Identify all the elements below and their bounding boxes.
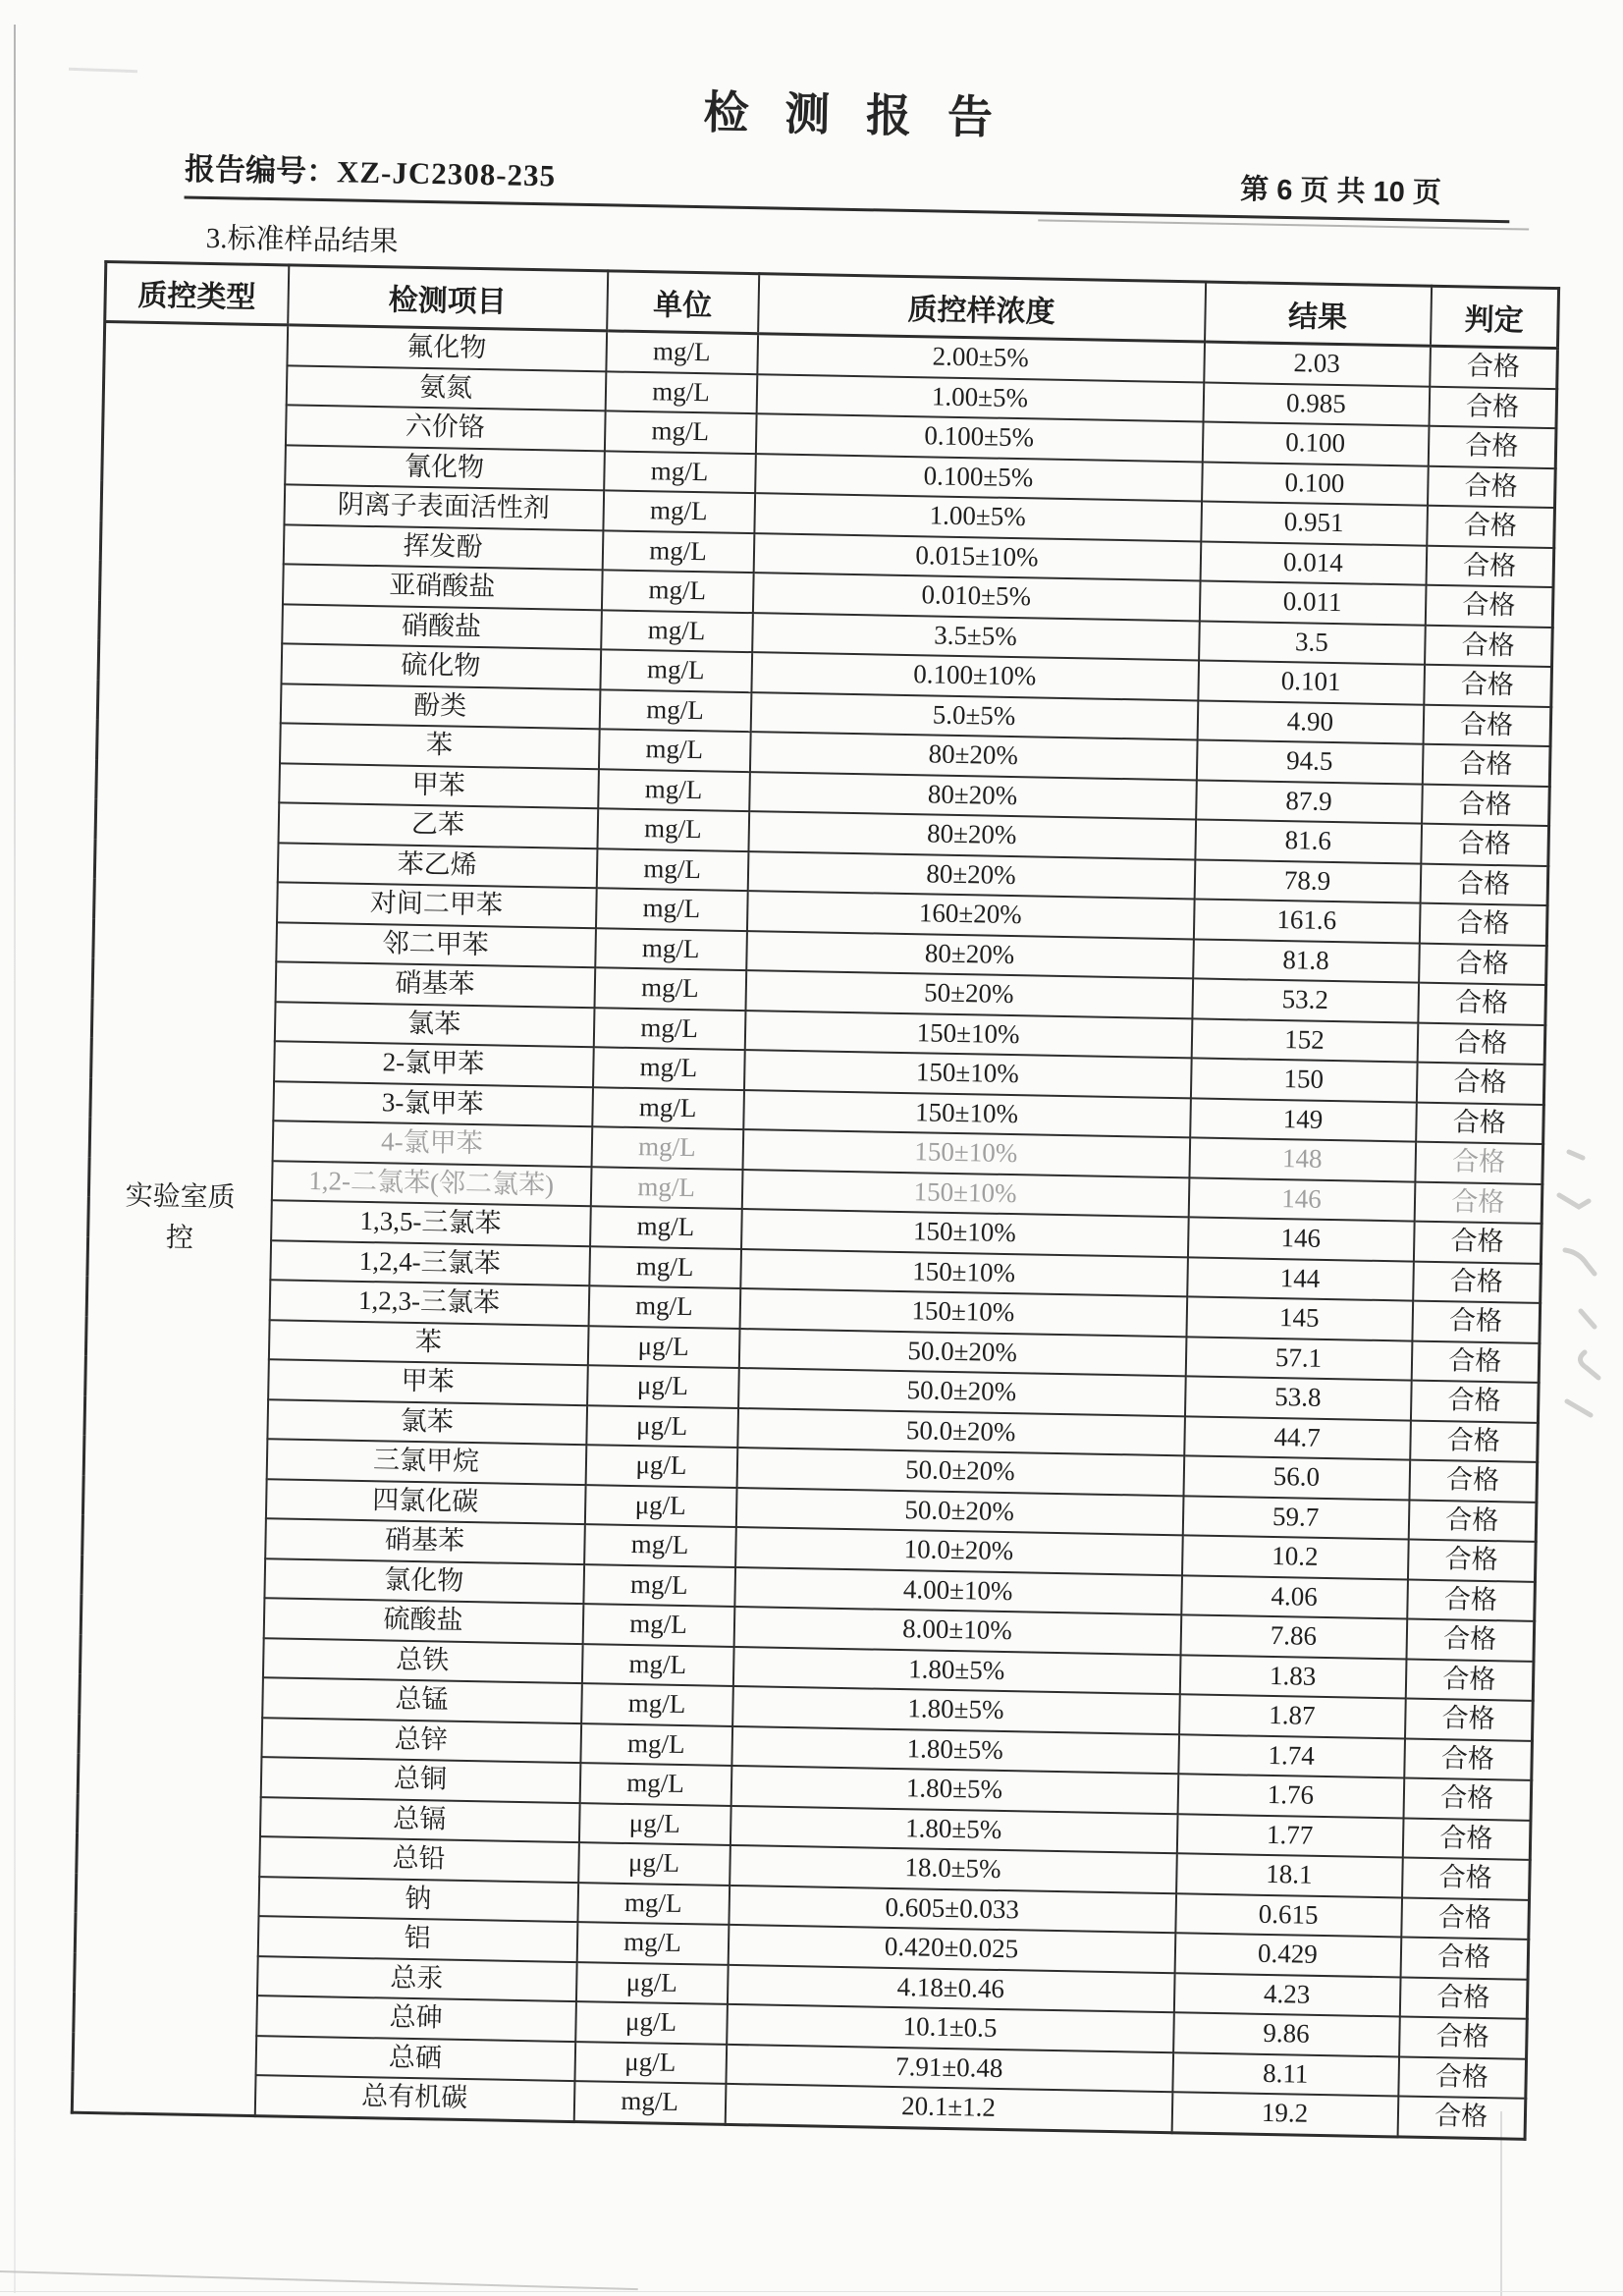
concentration-cell: 80±20%: [749, 772, 1197, 820]
unit-cell: μg/L: [584, 1485, 736, 1527]
item-cell: 六价铬: [285, 405, 605, 450]
concentration-cell: 4.18±0.46: [727, 1964, 1174, 2012]
unit-cell: mg/L: [599, 689, 751, 732]
concentration-cell: 10.1±0.5: [727, 2004, 1174, 2052]
concentration-cell: 1.80±5%: [731, 1725, 1179, 1774]
unit-cell: mg/L: [603, 490, 755, 532]
document-sheet: [17, 65, 1561, 2140]
result-cell: 1.83: [1179, 1655, 1406, 1699]
judgement-cell: 合格: [1420, 863, 1548, 905]
result-cell: 150: [1190, 1058, 1417, 1102]
result-cell: 149: [1190, 1098, 1417, 1142]
concentration-cell: 0.100±5%: [755, 454, 1203, 502]
concentration-cell: 1.80±5%: [730, 1805, 1177, 1853]
concentration-cell: 4.00±10%: [734, 1566, 1182, 1614]
judgement-cell: 合格: [1416, 1063, 1544, 1105]
concentration-cell: 7.91±0.48: [726, 2044, 1173, 2092]
judgement-cell: 合格: [1403, 1777, 1532, 1820]
result-cell: 19.2: [1171, 2092, 1398, 2136]
concentration-cell: 80±20%: [747, 851, 1195, 900]
concentration-cell: 150±10%: [743, 1090, 1191, 1138]
unit-cell: mg/L: [590, 1167, 742, 1209]
report-number-label: 报告编号：: [184, 151, 338, 190]
unit-cell: mg/L: [606, 331, 758, 374]
concentration-cell: 150±10%: [744, 1011, 1192, 1059]
unit-cell: mg/L: [595, 888, 747, 930]
item-cell: 总铜: [260, 1757, 580, 1802]
result-cell: 4.90: [1197, 700, 1424, 744]
unit-cell: mg/L: [589, 1246, 741, 1288]
item-cell: 1,2,3-三氯苯: [269, 1280, 589, 1325]
judgement-cell: 合格: [1409, 1460, 1538, 1503]
concentration-cell: 50.0±20%: [738, 1329, 1186, 1377]
result-cell: 10.2: [1182, 1535, 1409, 1579]
item-cell: 挥发酚: [283, 524, 603, 570]
result-cell: 78.9: [1194, 859, 1421, 903]
result-cell: 94.5: [1196, 739, 1423, 784]
result-cell: 3.5: [1199, 621, 1426, 665]
result-cell: 7.86: [1180, 1614, 1407, 1659]
concentration-cell: 80±20%: [749, 732, 1197, 780]
unit-cell: mg/L: [573, 2081, 726, 2124]
concentration-cell: 1.80±5%: [730, 1766, 1178, 1814]
judgement-cell: 合格: [1419, 943, 1547, 985]
judgement-cell: 合格: [1424, 665, 1552, 707]
item-cell: 总有机碳: [254, 2075, 574, 2121]
item-cell: 阴离子表面活性剂: [284, 484, 604, 529]
concentration-cell: 2.00±5%: [757, 334, 1205, 382]
concentration-cell: 1.00±5%: [756, 374, 1204, 422]
unit-cell: mg/L: [604, 410, 756, 453]
item-cell: 总镉: [259, 1797, 579, 1842]
concentration-cell: 20.1±1.2: [725, 2084, 1172, 2132]
unit-cell: μg/L: [587, 1326, 739, 1368]
page-indicator: 第 6 页 共 10 页: [1239, 174, 1442, 209]
unit-cell: mg/L: [602, 530, 754, 573]
result-cell: 0.615: [1175, 1893, 1402, 1938]
unit-cell: mg/L: [601, 610, 753, 652]
judgement-cell: 合格: [1422, 744, 1550, 787]
result-cell: 0.101: [1198, 660, 1425, 704]
judgement-cell: 合格: [1425, 625, 1553, 667]
unit-cell: μg/L: [578, 1803, 730, 1845]
col-header-result: 结果: [1205, 282, 1432, 346]
concentration-cell: 1.00±5%: [754, 493, 1202, 541]
concentration-cell: 80±20%: [746, 931, 1194, 979]
judgement-cell: 合格: [1399, 2016, 1528, 2058]
result-cell: 81.8: [1193, 939, 1420, 983]
item-cell: 硫酸盐: [263, 1598, 583, 1643]
judgement-cell: 合格: [1402, 1818, 1531, 1860]
result-cell: 0.014: [1200, 541, 1427, 585]
judgement-cell: 合格: [1411, 1340, 1540, 1383]
judgement-cell: 合格: [1407, 1540, 1536, 1582]
concentration-cell: 18.0±5%: [730, 1845, 1177, 1893]
item-cell: 乙苯: [278, 802, 598, 847]
judgement-cell: 合格: [1414, 1181, 1542, 1224]
judgement-cell: 合格: [1401, 1897, 1530, 1940]
result-cell: 148: [1189, 1137, 1416, 1181]
report-number: [185, 143, 557, 194]
concentration-cell: 0.010±5%: [752, 573, 1200, 621]
unit-cell: mg/L: [601, 570, 753, 612]
col-header-judgement: 判定: [1430, 286, 1558, 348]
item-cell: 四氯化碳: [265, 1479, 585, 1524]
unit-cell: mg/L: [593, 1008, 745, 1050]
margin-pen-marks: [1551, 1144, 1620, 1429]
result-cell: 0.100: [1202, 422, 1429, 466]
unit-cell: mg/L: [583, 1564, 735, 1607]
unit-cell: mg/L: [605, 371, 757, 413]
concentration-cell: 50±20%: [745, 970, 1193, 1018]
unit-cell: mg/L: [598, 769, 750, 811]
paper-fold-line: [0, 2270, 638, 2290]
item-cell: 甲苯: [279, 763, 599, 808]
judgement-cell: 合格: [1425, 585, 1553, 628]
item-cell: 1,2,4-三氯苯: [270, 1240, 590, 1285]
item-cell: 硫化物: [281, 643, 601, 688]
judgement-cell: 合格: [1413, 1222, 1542, 1264]
concentration-cell: 150±10%: [739, 1288, 1187, 1337]
concentration-cell: 1.80±5%: [732, 1646, 1180, 1694]
concentration-cell: 50.0±20%: [736, 1448, 1184, 1496]
judgement-cell: 合格: [1399, 1977, 1528, 2019]
result-cell: 0.951: [1201, 501, 1428, 545]
item-cell: 邻二甲苯: [276, 922, 596, 967]
result-cell: 18.1: [1176, 1853, 1403, 1897]
item-cell: 总硒: [255, 2036, 575, 2081]
section-heading: 3.标准样品结果: [205, 222, 399, 258]
result-cell: 146: [1188, 1177, 1415, 1222]
judgement-cell: 合格: [1406, 1619, 1535, 1662]
judgement-cell: 合格: [1408, 1500, 1537, 1542]
unit-cell: mg/L: [600, 649, 752, 691]
judgement-cell: 合格: [1416, 1102, 1544, 1144]
item-cell: 氰化物: [285, 445, 605, 490]
item-cell: 总锰: [262, 1677, 582, 1722]
unit-cell: μg/L: [586, 1405, 738, 1448]
result-cell: 81.6: [1195, 819, 1422, 863]
item-cell: 氨氮: [286, 365, 606, 410]
item-cell: 氯化物: [264, 1558, 584, 1604]
result-cell: 53.8: [1184, 1376, 1411, 1420]
report-meta-row: [185, 143, 1511, 223]
item-cell: 对间二甲苯: [277, 882, 597, 927]
unit-cell: mg/L: [576, 1922, 729, 1964]
judgement-cell: 合格: [1428, 426, 1556, 468]
concentration-cell: 50.0±20%: [737, 1407, 1185, 1455]
unit-cell: μg/L: [578, 1842, 730, 1885]
unit-cell: μg/L: [585, 1445, 737, 1487]
item-cell: 氟化物: [287, 325, 607, 371]
judgement-cell: 合格: [1423, 704, 1551, 746]
unit-cell: mg/L: [590, 1206, 742, 1248]
concentration-cell: 8.00±10%: [733, 1607, 1181, 1655]
judgement-cell: 合格: [1410, 1381, 1539, 1423]
concentration-cell: 3.5±5%: [752, 613, 1200, 661]
result-cell: 0.100: [1202, 462, 1429, 506]
result-cell: 146: [1187, 1217, 1414, 1261]
report-number-value: XZ-JC2308-235: [336, 154, 557, 193]
item-cell: 苯乙烯: [277, 843, 597, 888]
unit-cell: μg/L: [574, 2042, 727, 2084]
concentration-cell: 0.605±0.033: [729, 1885, 1176, 1933]
item-cell: 亚硝酸盐: [282, 564, 602, 609]
item-cell: 苯: [280, 723, 600, 768]
unit-cell: mg/L: [591, 1126, 743, 1169]
unit-cell: mg/L: [581, 1644, 733, 1686]
qc-results-table: [71, 260, 1560, 2140]
judgement-cell: 合格: [1421, 824, 1549, 866]
judgement-cell: 合格: [1402, 1857, 1531, 1899]
judgement-cell: 合格: [1405, 1659, 1534, 1701]
unit-cell: mg/L: [595, 928, 747, 970]
item-cell: 铝: [257, 1916, 577, 1961]
unit-cell: μg/L: [575, 1962, 728, 2004]
concentration-cell: 1.80±5%: [732, 1686, 1180, 1734]
unit-cell: mg/L: [580, 1723, 732, 1766]
judgement-cell: 合格: [1428, 465, 1556, 508]
judgement-cell: 合格: [1400, 1937, 1529, 1979]
unit-cell: mg/L: [594, 967, 746, 1010]
judgement-cell: 合格: [1412, 1301, 1541, 1343]
item-cell: 总铅: [259, 1836, 579, 1882]
result-cell: 87.9: [1196, 780, 1423, 824]
item-cell: 总汞: [257, 1956, 577, 2001]
result-cell: 9.86: [1173, 2012, 1400, 2056]
unit-cell: μg/L: [587, 1365, 739, 1407]
result-cell: 0.429: [1174, 1933, 1401, 1977]
item-cell: 氯苯: [267, 1399, 587, 1445]
result-cell: 144: [1187, 1257, 1414, 1301]
judgement-cell: 合格: [1426, 545, 1554, 587]
unit-cell: mg/L: [592, 1087, 744, 1129]
concentration-cell: 50.0±20%: [738, 1368, 1186, 1416]
unit-cell: mg/L: [588, 1285, 740, 1328]
result-cell: 44.7: [1184, 1416, 1411, 1460]
judgement-cell: 合格: [1398, 2056, 1527, 2099]
judgement-cell: 合格: [1397, 2096, 1526, 2138]
result-cell: 59.7: [1182, 1496, 1409, 1540]
result-cell: 57.1: [1185, 1337, 1412, 1381]
paper-edge-left: [14, 25, 16, 2293]
result-cell: 145: [1186, 1296, 1413, 1340]
result-cell: 56.0: [1183, 1455, 1410, 1500]
item-cell: 甲苯: [268, 1359, 588, 1404]
result-cell: 1.74: [1178, 1734, 1405, 1778]
item-cell: 4-氯甲苯: [272, 1121, 592, 1166]
item-cell: 1,3,5-三氯苯: [271, 1200, 591, 1245]
unit-cell: mg/L: [577, 1883, 730, 1925]
item-cell: 总铁: [262, 1638, 582, 1683]
unit-cell: mg/L: [584, 1524, 736, 1566]
unit-cell: mg/L: [597, 808, 749, 850]
judgement-cell: 合格: [1429, 386, 1557, 428]
judgement-cell: 合格: [1422, 784, 1550, 826]
unit-cell: mg/L: [593, 1047, 745, 1089]
judgement-cell: 合格: [1427, 506, 1555, 548]
concentration-cell: 150±10%: [740, 1249, 1188, 1297]
item-cell: 钠: [258, 1877, 578, 1922]
judgement-cell: 合格: [1413, 1261, 1542, 1303]
concentration-cell: 0.100±10%: [751, 652, 1199, 700]
result-cell: 4.23: [1173, 1973, 1400, 2017]
result-cell: 161.6: [1193, 899, 1420, 943]
item-cell: 总锌: [261, 1718, 581, 1763]
item-cell: 1,2-二氯苯(邻二氯苯): [271, 1161, 591, 1206]
result-cell: 4.06: [1181, 1575, 1408, 1619]
result-cell: 8.11: [1172, 2052, 1399, 2097]
result-cell: 152: [1191, 1018, 1418, 1063]
judgement-cell: 合格: [1430, 346, 1558, 388]
item-cell: 三氯甲烷: [266, 1439, 586, 1484]
qc-table-body: [72, 321, 1557, 2138]
result-cell: 1.77: [1176, 1814, 1403, 1858]
item-cell: 硝酸盐: [282, 604, 602, 649]
concentration-cell: 160±20%: [746, 891, 1194, 939]
concentration-cell: 5.0±5%: [750, 692, 1198, 740]
concentration-cell: 80±20%: [748, 811, 1196, 859]
report-title: 检 测 报 告: [703, 86, 1005, 143]
judgement-cell: 合格: [1418, 983, 1546, 1025]
concentration-cell: 150±10%: [743, 1050, 1191, 1098]
concentration-cell: 150±10%: [742, 1129, 1190, 1177]
unit-cell: mg/L: [582, 1604, 734, 1646]
unit-cell: μg/L: [575, 2001, 728, 2044]
concentration-cell: 0.015±10%: [753, 533, 1201, 581]
judgement-cell: 合格: [1407, 1579, 1536, 1621]
unit-cell: mg/L: [596, 848, 748, 891]
unit-cell: mg/L: [598, 729, 750, 771]
item-cell: 2-氯甲苯: [274, 1041, 594, 1086]
concentration-cell: 0.420±0.025: [728, 1925, 1175, 1973]
result-cell: 1.76: [1177, 1774, 1404, 1818]
result-cell: 53.2: [1192, 978, 1419, 1022]
judgement-cell: 合格: [1415, 1142, 1543, 1184]
qc-type-cell: 实验室质 控: [72, 321, 287, 2115]
concentration-cell: 50.0±20%: [735, 1487, 1183, 1535]
judgement-cell: 合格: [1405, 1698, 1534, 1740]
item-cell: 硝基苯: [275, 961, 595, 1007]
item-cell: 总砷: [256, 1995, 576, 2041]
item-cell: 苯: [268, 1320, 588, 1365]
result-cell: 1.87: [1179, 1694, 1406, 1738]
result-cell: 2.03: [1204, 342, 1431, 386]
item-cell: 3-氯甲苯: [273, 1081, 593, 1126]
item-cell: 酚类: [280, 683, 600, 729]
result-cell: 0.985: [1203, 382, 1430, 426]
unit-cell: mg/L: [581, 1683, 733, 1725]
paper-bottom-edge: [0, 2291, 1623, 2292]
judgement-cell: 合格: [1417, 1022, 1545, 1065]
col-header-item: 检测项目: [288, 265, 608, 331]
concentration-cell: 150±10%: [741, 1170, 1189, 1218]
unit-cell: mg/L: [579, 1763, 731, 1805]
col-header-unit: 单位: [607, 271, 759, 334]
item-cell: 氯苯: [274, 1002, 594, 1047]
concentration-cell: 150±10%: [741, 1209, 1189, 1257]
judgement-cell: 合格: [1419, 903, 1547, 946]
item-cell: 硝基苯: [265, 1518, 585, 1563]
concentration-cell: 0.100±5%: [755, 413, 1203, 462]
judgement-cell: 合格: [1410, 1420, 1539, 1462]
judgement-cell: 合格: [1404, 1738, 1533, 1780]
result-cell: 0.011: [1199, 580, 1426, 625]
concentration-cell: 10.0±20%: [735, 1527, 1183, 1575]
col-header-qc-type: 质控类型: [105, 262, 289, 325]
unit-cell: mg/L: [604, 451, 756, 493]
col-header-concentration: 质控样浓度: [758, 274, 1206, 342]
